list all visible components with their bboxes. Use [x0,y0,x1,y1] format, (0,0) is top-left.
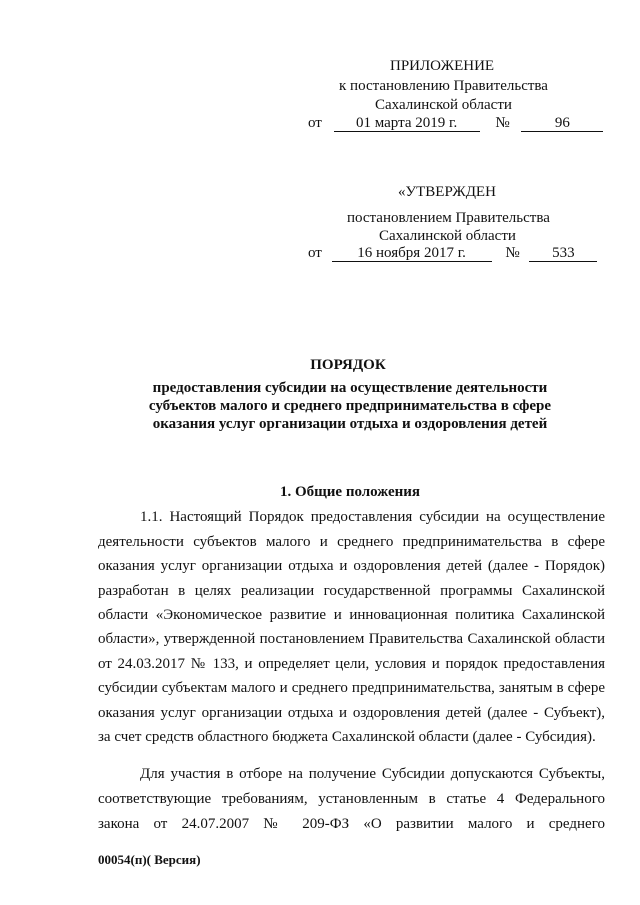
subtitle-line: субъектов малого и среднего предпринимательства в сфере [148,398,552,414]
paragraph-1-line: оказания услуг организации отдыха и оздоровления детей (далее - Порядок) [98,558,605,574]
appendix-number: 96 [521,115,603,132]
paragraph-1-line: области «Экономическое развитие и инновационная политика Сахалинской [98,607,605,623]
section-heading: 1. Общие положения [279,484,421,500]
paragraph-2-line: соответствующие требованиям, установленным в статье 4 Федерального [98,791,605,807]
approved-date-row [308,245,597,262]
document-title: ПОРЯДОК [310,357,386,373]
paragraph-2-line: закона от 24.07.2007 № 209-ФЗ «О развитии малого и среднего [98,816,605,832]
approved-line1: постановлением Правительства [347,210,550,226]
appendix-line1: к постановлению Правительства [339,78,548,94]
paragraph-1-line: разработан в целях реализации государственной программы Сахалинской [98,583,605,599]
appendix-title: ПРИЛОЖЕНИЕ [390,58,495,74]
paragraph-1-line: субсидии субъектам малого и среднего предпринимательства, занятым в сфере [98,680,605,696]
subtitle-line: предоставления субсидии на осуществление деятельности [152,380,548,396]
approved-number-label: № [505,245,520,261]
paragraph-1-line: области», утвержденной постановлением Правительства Сахалинской области [98,631,605,647]
appendix-number-label: № [495,115,510,131]
appendix-date-row [308,115,603,132]
approved-line2: Сахалинской области [379,228,516,244]
subtitle-line: оказания услуг организации отдыха и оздоровления детей [152,416,548,432]
paragraph-1-line: оказания услуг организации отдыха и оздоровления детей (далее - Субъект), [98,705,605,721]
paragraph-2-line: Для участия в отборе на получение Субсидии допускаются Субъекты, [140,766,605,782]
approved-number: 533 [529,245,597,262]
appendix-line2: Сахалинской области [375,97,512,113]
footer-document-code: 00054(п)( Версия) [98,852,201,867]
approved-date: 16 ноября 2017 г. [332,245,492,262]
paragraph-1-line: за счет средств областного бюджета Сахалинской области (далее - Субсидия). [98,729,596,745]
paragraph-1-line: деятельности субъектов малого и среднего предпринимательства в сфере [98,534,605,550]
paragraph-1-line: от 24.03.2017 № 133, и определяет цели, условия и порядок предоставления [98,656,605,672]
appendix-date: 01 марта 2019 г. [334,115,480,132]
approved-title: «УТВЕРЖДЕН [398,184,496,200]
appendix-from-label: от [308,115,322,131]
approved-from-label: от [308,245,322,261]
paragraph-1-line: 1.1. Настоящий Порядок предоставления субсидии на осуществление [140,509,605,525]
document-subtitle [0,379,640,433]
